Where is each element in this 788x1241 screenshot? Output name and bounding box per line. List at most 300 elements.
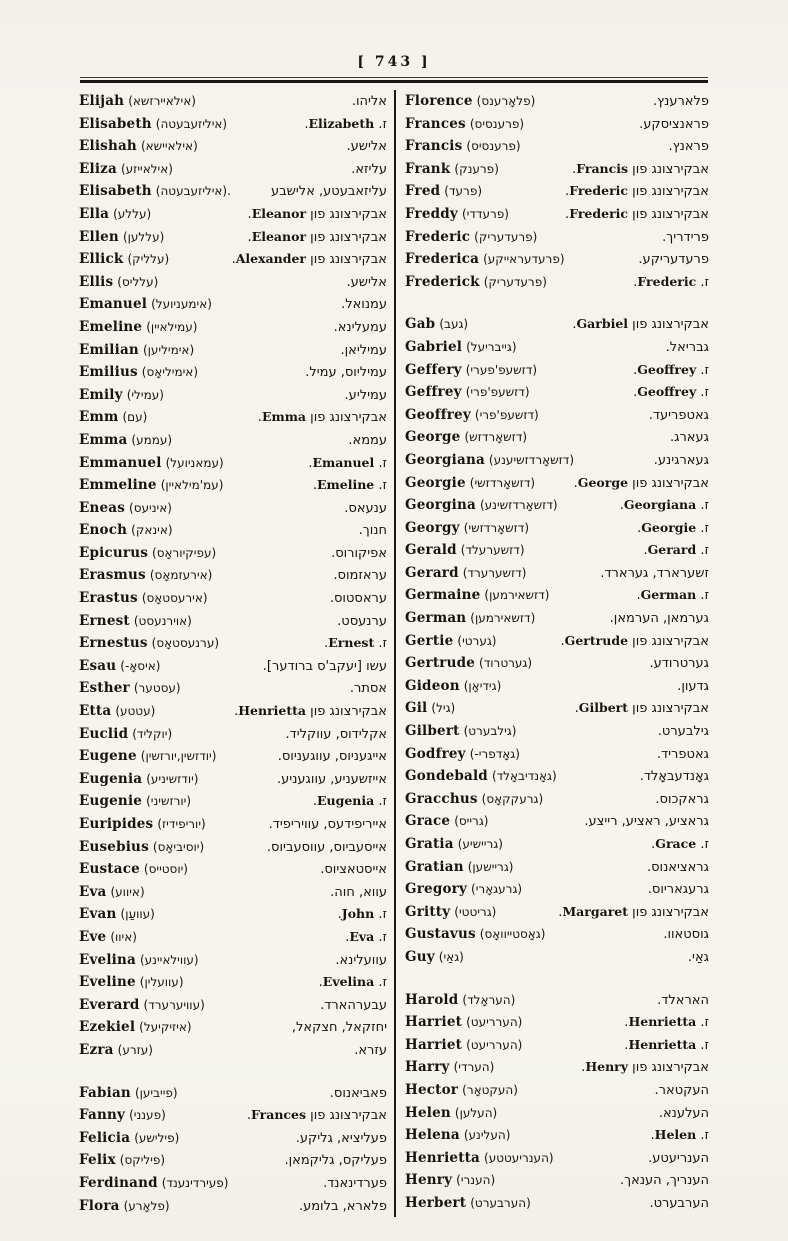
entry-headword xyxy=(405,1011,522,1033)
cross-reference-name: Emanuel xyxy=(312,454,375,470)
entry-name: Eustace xyxy=(79,861,140,878)
entry-definition: אייסעביוס, עווסעביוס. xyxy=(266,839,387,855)
header-rule-thin xyxy=(80,77,708,78)
cross-reference-name: Grace xyxy=(655,836,697,851)
dictionary-entry xyxy=(79,406,387,429)
cross-reference-name: Geoffrey xyxy=(637,384,697,400)
entry-headword xyxy=(405,630,496,652)
entry-headword xyxy=(79,858,188,880)
entry-transliteration: (אימעניועל) xyxy=(151,297,212,312)
dictionary-entry xyxy=(79,655,387,678)
cross-reference-name: Georgiana xyxy=(623,497,697,513)
entry-name: Eliza xyxy=(79,160,117,177)
entry-headword xyxy=(405,1034,522,1056)
entry-name: Helen xyxy=(405,1104,451,1121)
cross-reference-name: German xyxy=(640,587,697,603)
entry-transliteration: (אירעזמאָס) xyxy=(149,568,213,583)
entry-transliteration: (איווע) xyxy=(110,884,145,899)
entry-definition: אלישע. xyxy=(346,274,387,290)
dictionary-entry xyxy=(405,788,709,811)
entry-headword xyxy=(405,989,515,1011)
dictionary-entry xyxy=(405,135,709,158)
entry-name: Hector xyxy=(405,1081,459,1098)
dictionary-entry xyxy=(405,1147,709,1170)
entry-name: Ezra xyxy=(79,1041,114,1058)
dictionary-entry xyxy=(405,833,709,856)
dictionary-entry xyxy=(79,1172,387,1195)
entry-transliteration: (גרעקקאָס) xyxy=(481,791,544,806)
entry-transliteration: (אירעסטאָס) xyxy=(141,591,208,606)
entry-transliteration: (עטטע) xyxy=(115,704,156,719)
entry-transliteration: (פילישע) xyxy=(134,1130,180,1145)
entry-headword xyxy=(405,901,496,923)
entry-definition: אבקירצונג פון Garbiel. xyxy=(572,316,709,333)
entry-name: Emmanuel xyxy=(79,454,162,471)
entry-headword xyxy=(405,203,509,225)
entry-definition: אבקירצונג פון Francis. xyxy=(572,160,709,177)
entry-name: Gritty xyxy=(405,903,451,920)
entry-transliteration: (גריישען) xyxy=(467,859,514,874)
entry-name: Evelina xyxy=(79,951,136,968)
entry-name: Grace xyxy=(405,813,451,830)
dictionary-entry xyxy=(405,630,709,653)
entry-name: Gregory xyxy=(405,881,468,898)
cross-reference-name: Geoffrey xyxy=(637,361,697,377)
entry-definition: עוועלינא. xyxy=(335,952,387,968)
cross-reference-name: Elizabeth xyxy=(308,115,375,131)
entry-headword xyxy=(79,271,158,293)
entry-transliteration: (פלאָרע) xyxy=(123,1198,170,1213)
entry-name: Gerald xyxy=(405,542,457,559)
dictionary-entry xyxy=(405,901,709,924)
entry-headword xyxy=(79,474,223,496)
entry-definition: עמנואל. xyxy=(341,297,387,313)
entry-definition: אייגעניוס, עווגעניוס. xyxy=(277,749,387,765)
entry-definition: גוסטאוו. xyxy=(663,927,709,943)
dictionary-entry xyxy=(79,903,387,926)
entry-name: Emma xyxy=(79,431,128,448)
entry-headword xyxy=(79,745,216,767)
dictionary-entry xyxy=(405,1169,709,1192)
entry-headword xyxy=(79,881,145,903)
entry-definition: ז. Elizabeth. xyxy=(304,115,387,132)
dictionary-entry xyxy=(79,994,387,1017)
entry-definition: פרידריך. xyxy=(662,229,709,245)
entry-definition: עווא, חוה. xyxy=(330,884,387,900)
entry-transliteration: (יוסיביאָס) xyxy=(152,839,205,854)
entry-transliteration: (גריישיע) xyxy=(457,837,503,851)
entry-name: Georgiana xyxy=(405,451,485,468)
entry-headword xyxy=(79,677,181,699)
dictionary-entry xyxy=(405,607,709,630)
entry-headword xyxy=(79,158,173,180)
entry-definition: אבקירצונג פון Eleanor. xyxy=(247,205,387,222)
dictionary-entry xyxy=(79,135,387,158)
entry-headword xyxy=(405,271,547,293)
entry-transliteration: (דזשעפ'פרי) xyxy=(474,407,539,422)
entry-definition: עמיליע. xyxy=(344,387,387,403)
entry-name: George xyxy=(405,429,461,446)
entry-definition: גראציע, ראציע, רייצע. xyxy=(584,814,709,830)
entry-name: Ellick xyxy=(79,251,124,268)
dictionary-entry xyxy=(79,384,387,407)
entry-transliteration: (דזשערערד) xyxy=(462,565,527,580)
entry-name: Elishah xyxy=(79,138,137,155)
dictionary-entry xyxy=(79,474,387,497)
entry-definition: עבערהארד. xyxy=(320,997,387,1013)
dictionary-entry xyxy=(79,203,387,226)
entry-headword xyxy=(79,926,137,948)
entry-name: Geffery xyxy=(405,361,462,378)
cross-reference-name: Georgie xyxy=(641,519,697,535)
entry-headword xyxy=(79,587,208,609)
dictionary-entry xyxy=(405,720,709,743)
dictionary-entry xyxy=(405,359,709,382)
entry-definition: ז. Evelina. xyxy=(318,974,387,991)
column-right xyxy=(394,90,709,1217)
cross-reference-name: Garbiel xyxy=(576,316,629,332)
entry-headword xyxy=(79,339,194,361)
entry-definition: העקטאר. xyxy=(654,1082,709,1098)
entry-definition: גאטפריעד. xyxy=(648,407,709,423)
dictionary-entry xyxy=(79,564,387,587)
entry-transliteration: (פרעד) xyxy=(444,184,483,199)
entry-headword xyxy=(405,743,520,765)
entry-transliteration: (יוסטייס) xyxy=(143,862,188,877)
entry-definition: ז. Geoffrey. xyxy=(633,361,709,378)
entry-definition: אבקירצונג פון Gilbert. xyxy=(574,700,709,717)
dictionary-entry xyxy=(79,1149,387,1172)
entry-headword xyxy=(79,519,173,541)
cross-reference-name: Eva xyxy=(349,928,375,944)
entry-headword xyxy=(79,903,155,925)
entry-transliteration: (הערבערט) xyxy=(470,1195,531,1210)
entry-name: Epicurus xyxy=(79,544,149,561)
entry-definition: ז. Georgiana. xyxy=(619,497,709,514)
entry-name: Harry xyxy=(405,1059,450,1076)
entry-definition: פלארענץ. xyxy=(652,94,709,109)
cross-reference-name: Gerard xyxy=(647,542,697,558)
entry-name: Gideon xyxy=(405,677,460,694)
entry-name: Guy xyxy=(405,948,435,965)
entry-transliteration: (עללע) xyxy=(113,206,152,221)
entry-headword xyxy=(79,226,164,248)
cross-reference-name: Frances xyxy=(251,1107,307,1123)
entry-headword xyxy=(405,584,549,606)
entry-name: Euripides xyxy=(79,816,154,832)
entry-transliteration: (אינאק) xyxy=(131,523,173,538)
entry-transliteration: (דזשאָרדזשי) xyxy=(463,520,530,535)
entry-headword xyxy=(405,923,545,945)
cross-reference-name: Gertrude xyxy=(564,632,629,648)
entry-headword xyxy=(405,449,574,471)
entry-name: Frederick xyxy=(405,273,480,290)
dictionary-entry xyxy=(405,381,709,404)
dictionary-entry xyxy=(405,203,709,226)
entry-headword xyxy=(79,790,191,812)
entry-transliteration: (הענרי) xyxy=(456,1173,496,1188)
entry-definition: הערבערט. xyxy=(649,1195,709,1211)
dictionary-entry xyxy=(79,316,387,339)
dictionary-entry xyxy=(405,878,709,901)
dictionary-entry xyxy=(79,1195,387,1218)
entry-headword xyxy=(405,359,537,381)
entry-definition: ז. Emeline. xyxy=(312,477,387,494)
entry-transliteration: (הערדי) xyxy=(453,1060,495,1075)
entry-headword xyxy=(405,426,527,448)
entry-transliteration: (עוועַן) xyxy=(120,907,155,922)
entry-name: Emmeline xyxy=(79,477,157,494)
entry-headword xyxy=(405,810,488,832)
entry-transliteration: (גערטי) xyxy=(457,633,497,648)
dictionary-entry xyxy=(405,989,709,1012)
entry-definition: עממא. xyxy=(348,432,387,448)
entry-definition: ז. Geoffrey. xyxy=(633,384,709,401)
entry-name: Felicia xyxy=(79,1129,131,1146)
entry-headword xyxy=(405,336,517,358)
entry-definition: עראסטוס. xyxy=(329,591,387,607)
dictionary-entry xyxy=(405,472,709,495)
dictionary-entry xyxy=(79,768,387,791)
entry-definition: האראלד. xyxy=(657,992,709,1008)
section-gap xyxy=(405,293,709,313)
entry-name: Enoch xyxy=(79,522,128,539)
entry-headword xyxy=(79,836,204,858)
dictionary-entry xyxy=(79,180,387,203)
entry-transliteration: (עסטער) xyxy=(133,681,181,696)
dictionary-entry xyxy=(405,1124,709,1147)
entry-name: Ellis xyxy=(79,273,114,290)
entry-name: Gracchus xyxy=(405,790,478,807)
entry-definition: אקלידוס, עווקליד. xyxy=(285,726,387,742)
entry-headword xyxy=(79,1195,170,1217)
entry-headword xyxy=(405,788,543,810)
dictionary-entry xyxy=(79,881,387,904)
dictionary-entry xyxy=(79,926,387,949)
entry-transliteration: (הענריעטטע) xyxy=(484,1150,554,1165)
entry-transliteration: (גרעגאָרי) xyxy=(471,882,523,897)
dictionary-entry xyxy=(405,946,709,969)
entry-definition: אבקירצונג פון Gertrude. xyxy=(560,632,709,649)
dictionary-entry xyxy=(405,271,709,294)
entry-name: Gertrude xyxy=(405,655,476,672)
entry-definition: ז. Helen. xyxy=(650,1127,709,1144)
entry-definition: ז. Georgie. xyxy=(637,519,709,536)
entry-name: Germaine xyxy=(405,587,481,604)
dictionary-entry xyxy=(405,1102,709,1125)
entry-headword xyxy=(79,655,160,677)
entry-transliteration: (-גאָדפרי) xyxy=(469,746,520,761)
entry-definition: אבקירצונג פון Emma. xyxy=(257,409,387,426)
dictionary-entry xyxy=(79,1082,387,1105)
entry-headword xyxy=(79,180,231,202)
entry-transliteration: (עזרע) xyxy=(117,1042,153,1057)
entry-name: Erastus xyxy=(79,590,138,607)
entry-transliteration: (פענני) xyxy=(129,1108,166,1123)
entry-transliteration: (יודזשין,יורזשין) xyxy=(140,749,217,764)
entry-name: Gab xyxy=(405,316,436,333)
dictionary-entry xyxy=(405,539,709,562)
dictionary-entry xyxy=(79,248,387,271)
entry-headword xyxy=(79,316,197,338)
entry-name: Eneas xyxy=(79,499,126,516)
entry-name: Eugenia xyxy=(79,770,143,787)
entry-headword xyxy=(405,697,455,719)
entry-name: Elijah xyxy=(79,93,125,109)
entry-headword xyxy=(405,90,535,112)
entry-transliteration: (עמ'מילאיין) xyxy=(160,478,224,493)
dictionary-entry xyxy=(405,404,709,427)
section-gap xyxy=(405,969,709,989)
entry-headword xyxy=(79,248,169,270)
dictionary-entry xyxy=(79,339,387,362)
dictionary-entry xyxy=(79,271,387,294)
entry-definition: עמיליאן. xyxy=(340,342,387,358)
entry-definition: אלישע. xyxy=(346,139,387,155)
dictionary-entry xyxy=(405,697,709,720)
entry-name: Gratia xyxy=(405,836,454,852)
dictionary-columns xyxy=(79,90,709,1217)
entry-name: Freddy xyxy=(405,205,458,222)
entry-definition: ענעאס. xyxy=(344,500,387,516)
entry-transliteration: (דזשעפ'פרי) xyxy=(465,385,530,400)
entry-name: Ellen xyxy=(79,228,119,245)
entry-transliteration: (גערטרוד) xyxy=(479,656,533,671)
entry-headword xyxy=(405,1102,497,1124)
entry-name: Emily xyxy=(79,386,123,403)
entry-definition: אייזשעניע, עווגעניע. xyxy=(277,771,387,787)
entry-name: Georgie xyxy=(405,474,466,491)
dictionary-entry xyxy=(405,158,709,181)
entry-transliteration: (דזשאירמען) xyxy=(484,588,550,603)
entry-definition: עמיליוס, עמיל. xyxy=(305,365,387,381)
entry-definition: אבקירצונג פון Frederic. xyxy=(565,183,709,200)
entry-headword xyxy=(405,1192,531,1214)
entry-headword xyxy=(79,610,192,632)
entry-definition: הענריך, הענאך. xyxy=(620,1173,709,1189)
dictionary-entry xyxy=(405,90,709,113)
entry-definition: ז. John. xyxy=(337,906,387,923)
entry-headword xyxy=(405,1169,495,1191)
entry-transliteration: (אילאייזע) xyxy=(120,161,173,176)
entry-name: Francis xyxy=(405,138,463,155)
entry-name: Gertie xyxy=(405,632,454,649)
entry-definition: גדעון. xyxy=(677,678,709,694)
cross-reference-name: Evelina xyxy=(322,974,375,990)
entry-definition: ז. Henrietta. xyxy=(624,1014,709,1031)
dictionary-entry xyxy=(405,494,709,517)
cross-reference-name: Frederic xyxy=(569,205,629,221)
entry-definition: עמעלינא. xyxy=(333,319,387,335)
entry-name: Etta xyxy=(79,703,112,720)
entry-definition: עראזמוס. xyxy=(333,568,387,584)
entry-definition: גרעגאריוס. xyxy=(647,882,709,898)
entry-definition: גערמאן, הערמאן. xyxy=(609,611,709,627)
entry-definition: גערטרודע. xyxy=(649,656,709,672)
entry-name: Georgina xyxy=(405,497,476,514)
entry-transliteration: (איליזעבעטה). xyxy=(155,184,231,199)
dictionary-entry xyxy=(405,226,709,249)
entry-definition: פאביאנוס. xyxy=(329,1085,387,1101)
entry-name: Geoffrey xyxy=(405,406,471,423)
entry-name: Ernestus xyxy=(79,635,148,652)
entry-transliteration: (פרעדעריק) xyxy=(474,229,538,244)
entry-transliteration: (עוועלין) xyxy=(139,975,184,990)
entry-transliteration: (עללען) xyxy=(122,229,165,244)
entry-name: Harriet xyxy=(405,1014,463,1031)
entry-name: Fred xyxy=(405,183,441,200)
entry-transliteration: (גאָסטייוואָס) xyxy=(479,927,546,942)
entry-name: German xyxy=(405,610,467,627)
entry-headword xyxy=(405,652,532,674)
entry-transliteration: (עם) xyxy=(122,410,148,425)
entry-headword xyxy=(405,248,565,270)
entry-definition: זשערארד, גערארד. xyxy=(600,565,709,581)
entry-name: Emm xyxy=(79,409,119,426)
entry-definition: אבקירצונג פון George. xyxy=(573,474,709,491)
entry-headword xyxy=(405,765,557,787)
dictionary-entry xyxy=(405,1056,709,1079)
entry-definition: ז. Emanuel. xyxy=(308,454,387,471)
entry-headword xyxy=(79,632,219,654)
entry-headword xyxy=(79,971,184,993)
cross-reference-name: Alexander xyxy=(235,251,307,267)
dictionary-entry xyxy=(79,1127,387,1150)
page-number: [ 743 ] xyxy=(357,54,431,70)
entry-transliteration: (גאַי) xyxy=(438,949,464,964)
cross-reference-name: John xyxy=(341,906,375,922)
entry-headword xyxy=(405,226,537,248)
entry-headword xyxy=(405,1147,554,1169)
entry-definition: העלענא. xyxy=(658,1105,709,1121)
dictionary-entry xyxy=(79,429,387,452)
entry-name: Emilius xyxy=(79,364,138,381)
entry-definition: ז. Henrietta. xyxy=(624,1036,709,1053)
entry-definition: גאַי. xyxy=(687,949,709,965)
dictionary-entry xyxy=(79,90,387,113)
cross-reference-name: Frederic xyxy=(569,183,629,199)
entry-definition: גבריאל. xyxy=(665,339,709,355)
entry-transliteration: (עממע) xyxy=(131,432,173,447)
entry-name: Ella xyxy=(79,205,110,222)
entry-definition: הענריעטע. xyxy=(648,1150,709,1166)
entry-transliteration: (עפיקיוראָס) xyxy=(152,545,217,560)
entry-name: Georgy xyxy=(405,519,460,536)
entry-transliteration: (דזשעפ'פערי) xyxy=(465,362,538,377)
cross-reference-name: George xyxy=(577,474,629,490)
cross-reference-name: Emeline xyxy=(316,477,375,493)
dictionary-entry xyxy=(79,813,387,836)
entry-transliteration: (הערריעט) xyxy=(466,1015,523,1030)
cross-reference-name: Helen xyxy=(654,1127,697,1143)
dictionary-entry xyxy=(405,1192,709,1215)
dictionary-entry xyxy=(405,449,709,472)
dictionary-entry xyxy=(405,336,709,359)
entry-transliteration: (העלען) xyxy=(454,1105,498,1120)
entry-name: Flora xyxy=(79,1197,120,1214)
entry-name: Esther xyxy=(79,680,130,697)
entry-name: Esau xyxy=(79,657,117,674)
entry-name: Herbert xyxy=(405,1194,467,1211)
entry-transliteration: (איוו) xyxy=(110,929,137,944)
entry-headword xyxy=(405,562,526,584)
entry-name: Godfrey xyxy=(405,745,466,762)
entry-headword xyxy=(405,1079,518,1101)
entry-name: Emeline xyxy=(79,318,143,335)
entry-headword xyxy=(405,539,525,561)
dictionary-entry xyxy=(405,113,709,136)
dictionary-entry xyxy=(405,743,709,766)
